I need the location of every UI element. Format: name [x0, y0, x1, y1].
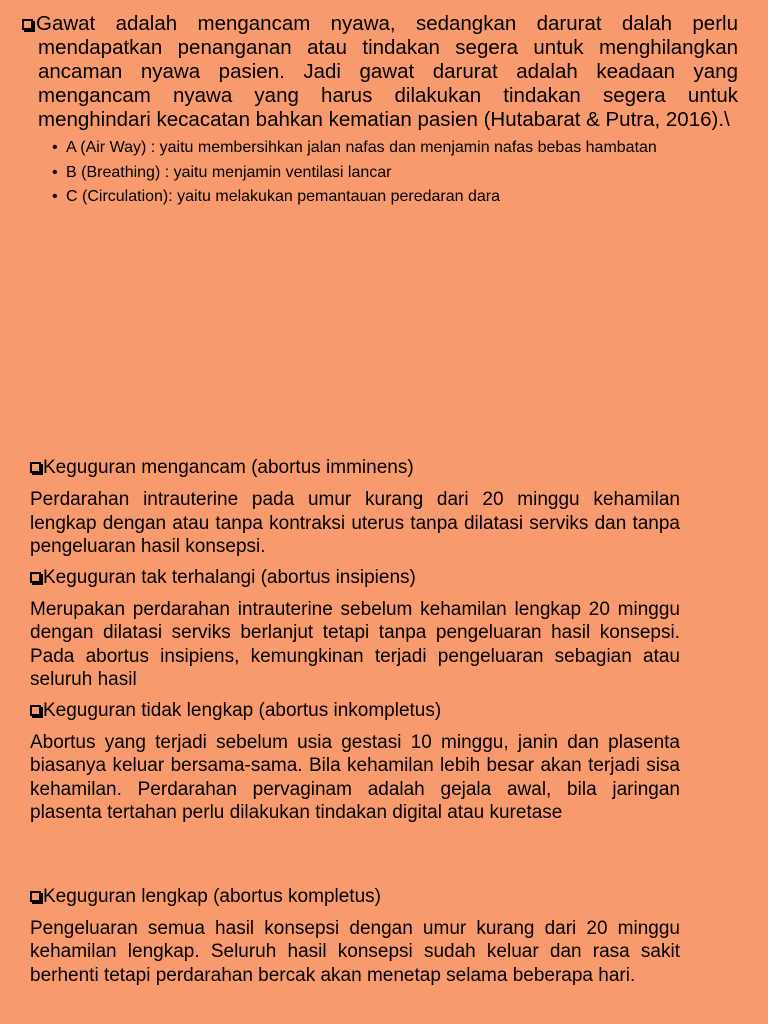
section-heading-text: Keguguran mengancam (abortus imminens)	[43, 457, 414, 478]
bullet-text: C (Circulation): yaitu melakukan pemantauan peredaran dara	[66, 188, 501, 205]
bullet-text: A (Air Way) : yaitu membersihkan jalan nafas dan menjamin nafas bebas hambatan	[66, 139, 657, 156]
checkbox-square-icon	[30, 572, 41, 583]
checkbox-square-icon	[30, 462, 41, 473]
checkbox-square-icon	[22, 19, 33, 30]
bullet-item-airway	[52, 136, 738, 161]
section-abortus-insipiens	[30, 566, 680, 692]
section-heading-text: Keguguran tidak lengkap (abortus inkompletus)	[43, 699, 442, 721]
section-heading	[30, 885, 680, 909]
abortion-types-sections	[30, 456, 680, 994]
bullet-text: B (Breathing) : yaitu menjamin ventilasi lancar	[66, 163, 392, 181]
section-abortus-imminens	[30, 456, 680, 559]
section-heading-text: Keguguran lengkap (abortus kompletus)	[43, 885, 381, 907]
section-heading-text: Keguguran tak terhalangi (abortus insipiens)	[43, 566, 416, 588]
section-body: Abortus yang terjadi sebelum usia gestasi 10 minggu, janin dan plasenta biasanya keluar bersama-sama. Bila kehamilan lebih besar akan terjadi sisa kehamilan. Perdarahan pervaginam adalah gejala awal, bila jaringan plasenta tertahan perlu dilakukan tindakan digital atau kuretase	[30, 731, 680, 823]
bullet-dot-icon: •	[52, 188, 58, 205]
intro-paragraph-container	[22, 12, 738, 132]
bullet-dot-icon: •	[52, 163, 58, 181]
section-abortus-inkompletus	[30, 699, 680, 825]
section-body: Pengeluaran semua hasil konsepsi dengan umur kurang dari 20 minggu kehamilan lengkap. Seluruh hasil konsepsi sudah keluar dan rasa sakit berhenti tetapi perdarahan bercak akan menetap selama beberapa hari.	[30, 917, 680, 986]
intro-block	[22, 12, 738, 210]
abc-bullet-list	[22, 136, 738, 210]
section-abortus-kompletus	[30, 885, 680, 988]
checkbox-square-icon	[30, 891, 41, 902]
intro-paragraph: Gawat adalah mengancam nyawa, sedangkan darurat dalah perlu mendapatkan penanganan atau tindakan segera untuk menghilangkan ancaman nyawa pasien. Jadi gawat darurat adalah keadaan yang mengancam nyawa yang harus dilakukan tindakan segera untuk menghindari kecacatan bahkan kematian pasien (Hutabarat & Putra, 2016).\	[36, 12, 738, 131]
section-body: Perdarahan intrauterine pada umur kurang dari 20 minggu kehamilan lengkap dengan atau tanpa kontraksi uterus tanpa dilatasi serviks dan tanpa pengeluaran hasil konsepsi.	[30, 489, 680, 557]
bullet-item-circulation	[52, 185, 738, 210]
section-heading	[30, 699, 680, 723]
section-heading	[30, 456, 680, 480]
section-heading	[30, 566, 680, 590]
bullet-dot-icon: •	[52, 139, 58, 156]
section-body: Merupakan perdarahan intrauterine sebelum kehamilan lengkap 20 minggu dengan dilatasi serviks berlanjut tetapi tanpa pengeluaran hasil konsepsi. Pada abortus insipiens, kemungkinan terjadi pengeluaran sebagian atau seluruh hasil	[30, 598, 680, 690]
checkbox-square-icon	[30, 705, 41, 716]
bullet-item-breathing	[52, 161, 738, 186]
spacer	[30, 832, 680, 885]
